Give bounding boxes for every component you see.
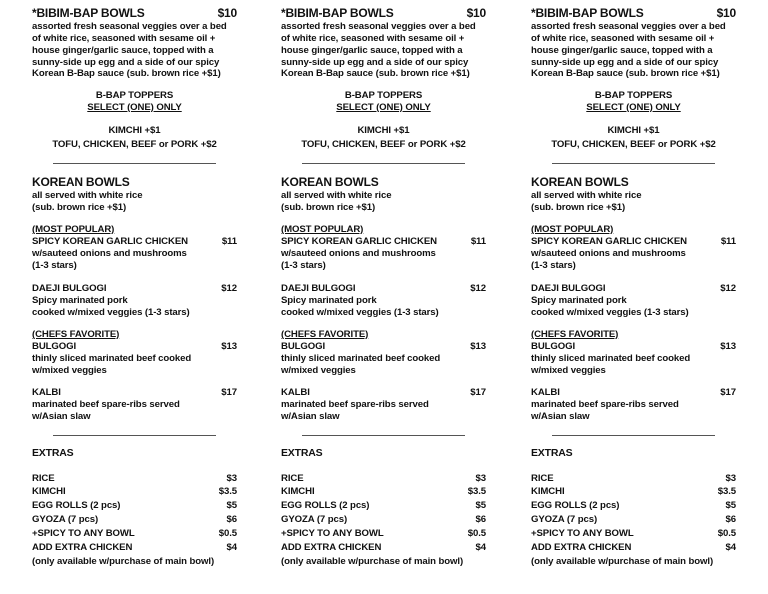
- menu-item-price: $13: [720, 341, 736, 352]
- menu-item-desc: w/Asian slaw: [281, 411, 340, 422]
- korean-bowls-title: KOREAN BOWLS: [531, 175, 629, 189]
- menu-item-price: $17: [720, 387, 736, 398]
- menu-item-desc: marinated beef spare-ribs served: [32, 399, 180, 410]
- divider: [302, 163, 465, 164]
- topper-item: TOFU, CHICKEN, BEEF or PORK +$2: [301, 139, 466, 150]
- menu-item-price: $13: [470, 341, 486, 352]
- item-tag: (CHEFS FAVORITE): [32, 329, 120, 340]
- menu-item-desc: Spicy marinated pork: [531, 295, 627, 306]
- extra-item: GYOZA (7 pcs) $6: [531, 514, 736, 525]
- menu-item-price: $17: [470, 387, 486, 398]
- extra-item: RICE $3: [531, 473, 736, 484]
- extra-item: RICE $3: [32, 473, 237, 484]
- divider: [552, 435, 715, 436]
- menu-column: [531, 0, 741, 594]
- topper-item: TOFU, CHICKEN, BEEF or PORK +$2: [551, 139, 716, 150]
- extras-note: (only available w/purchase of main bowl): [32, 556, 215, 567]
- bibimbap-desc-line: sunny-side up egg and a side of our spicy: [531, 57, 719, 68]
- extras-note: (only available w/purchase of main bowl): [281, 556, 464, 567]
- menu-item-desc: thinly sliced marinated beef cooked: [281, 353, 441, 364]
- item-tag: (CHEFS FAVORITE): [281, 329, 369, 340]
- menu-item-name: SPICY KOREAN GARLIC CHICKEN $11: [281, 236, 486, 247]
- bibimbap-title: *BIBIM-BAP BOWLS: [32, 6, 145, 20]
- menu-item-name: KALBI $17: [281, 387, 486, 398]
- extras-note: (only available w/purchase of main bowl): [531, 556, 714, 567]
- extra-item: EGG ROLLS (2 pcs) $5: [32, 500, 237, 511]
- bibimbap-desc-line: assorted fresh seasonal veggies over a bed: [32, 21, 227, 32]
- menu-item-desc: (1-3 stars): [281, 260, 326, 271]
- toppers-title: B-BAP TOPPERS: [594, 90, 673, 101]
- korean-bowls-note: all served with white rice: [531, 190, 642, 201]
- menu-item-desc: (1-3 stars): [531, 260, 576, 271]
- menu-item-desc: marinated beef spare-ribs served: [531, 399, 679, 410]
- extra-item: KIMCHI $3.5: [531, 486, 736, 497]
- bibimbap-desc-line: assorted fresh seasonal veggies over a bed: [281, 21, 476, 32]
- menu-column: [32, 0, 242, 594]
- topper-item: KIMCHI +$1: [108, 125, 161, 136]
- extra-item: +SPICY TO ANY BOWL $0.5: [32, 528, 237, 539]
- bibimbap-desc-line: of white rice, seasoned with sesame oil +: [281, 33, 465, 44]
- bibimbap-price: $10: [217, 6, 237, 20]
- extras-title: EXTRAS: [281, 447, 323, 459]
- bibimbap-title: *BIBIM-BAP BOWLS: [281, 6, 394, 20]
- bibimbap-desc-line: house ginger/garlic sauce, topped with a: [32, 45, 214, 56]
- divider: [53, 435, 216, 436]
- menu-item-desc: (1-3 stars): [32, 260, 77, 271]
- menu-item-desc: Spicy marinated pork: [281, 295, 377, 306]
- topper-item: TOFU, CHICKEN, BEEF or PORK +$2: [52, 139, 217, 150]
- extra-item: GYOZA (7 pcs) $6: [281, 514, 486, 525]
- bibimbap-desc-line: assorted fresh seasonal veggies over a bed: [531, 21, 726, 32]
- bibimbap-heading: [32, 7, 237, 19]
- divider: [302, 435, 465, 436]
- divider: [53, 163, 216, 164]
- bibimbap-desc-line: Korean B-Bap sauce (sub. brown rice +$1): [281, 68, 470, 79]
- topper-item: KIMCHI +$1: [607, 125, 660, 136]
- topper-item: KIMCHI +$1: [357, 125, 410, 136]
- menu-item-name: BULGOGI $13: [531, 341, 736, 352]
- toppers-title: B-BAP TOPPERS: [95, 90, 174, 101]
- extra-item: EGG ROLLS (2 pcs) $5: [281, 500, 486, 511]
- menu-column: [281, 0, 491, 594]
- item-tag: (MOST POPULAR): [281, 224, 364, 235]
- menu-item-desc: cooked w/mixed veggies (1-3 stars): [281, 307, 439, 318]
- extras-title: EXTRAS: [531, 447, 573, 459]
- bibimbap-heading: [281, 7, 486, 19]
- menu-item-name: DAEJI BULGOGI $12: [32, 283, 237, 294]
- menu-item-desc: Spicy marinated pork: [32, 295, 128, 306]
- menu-item-price: $12: [720, 283, 736, 294]
- bibimbap-heading: [531, 7, 736, 19]
- bibimbap-price: $10: [716, 6, 736, 20]
- menu-item-desc: cooked w/mixed veggies (1-3 stars): [32, 307, 190, 318]
- menu-item-desc: w/sauteed onions and mushrooms: [531, 248, 686, 259]
- menu-item-price: $12: [221, 283, 237, 294]
- extra-item: GYOZA (7 pcs) $6: [32, 514, 237, 525]
- menu-item-desc: w/sauteed onions and mushrooms: [32, 248, 187, 259]
- extra-item: +SPICY TO ANY BOWL $0.5: [531, 528, 736, 539]
- menu-item-desc: w/mixed veggies: [531, 365, 606, 376]
- toppers-note: SELECT (ONE) ONLY: [336, 102, 431, 113]
- item-tag: (MOST POPULAR): [32, 224, 115, 235]
- korean-bowls-title: KOREAN BOWLS: [281, 175, 379, 189]
- menu-item-name: DAEJI BULGOGI $12: [281, 283, 486, 294]
- toppers-note: SELECT (ONE) ONLY: [586, 102, 681, 113]
- menu-item-desc: thinly sliced marinated beef cooked: [531, 353, 691, 364]
- item-tag: (CHEFS FAVORITE): [531, 329, 619, 340]
- toppers-title: B-BAP TOPPERS: [344, 90, 423, 101]
- extra-item: +SPICY TO ANY BOWL $0.5: [281, 528, 486, 539]
- extra-item: ADD EXTRA CHICKEN $4: [531, 542, 736, 553]
- extra-item: KIMCHI $3.5: [32, 486, 237, 497]
- menu-item-desc: w/mixed veggies: [32, 365, 107, 376]
- menu-item-name: KALBI $17: [32, 387, 237, 398]
- extra-item: RICE $3: [281, 473, 486, 484]
- menu-item-name: SPICY KOREAN GARLIC CHICKEN $11: [531, 236, 736, 247]
- bibimbap-desc-line: house ginger/garlic sauce, topped with a: [281, 45, 463, 56]
- menu-item-desc: w/sauteed onions and mushrooms: [281, 248, 436, 259]
- menu-item-price: $11: [470, 236, 486, 247]
- toppers-note: SELECT (ONE) ONLY: [87, 102, 182, 113]
- korean-bowls-note: all served with white rice: [281, 190, 392, 201]
- menu-item-price: $13: [221, 341, 237, 352]
- menu-item-name: BULGOGI $13: [32, 341, 237, 352]
- menu-item-name: KALBI $17: [531, 387, 736, 398]
- bibimbap-desc-line: of white rice, seasoned with sesame oil +: [531, 33, 715, 44]
- bibimbap-desc-line: Korean B-Bap sauce (sub. brown rice +$1): [32, 68, 221, 79]
- bibimbap-desc-line: sunny-side up egg and a side of our spicy: [32, 57, 220, 68]
- korean-bowls-note: (sub. brown rice +$1): [531, 202, 626, 213]
- extra-item: ADD EXTRA CHICKEN $4: [281, 542, 486, 553]
- menu-item-name: DAEJI BULGOGI $12: [531, 283, 736, 294]
- extra-item: EGG ROLLS (2 pcs) $5: [531, 500, 736, 511]
- menu-item-price: $17: [221, 387, 237, 398]
- menu-item-desc: marinated beef spare-ribs served: [281, 399, 429, 410]
- korean-bowls-note: all served with white rice: [32, 190, 143, 201]
- menu-item-price: $11: [221, 236, 237, 247]
- bibimbap-title: *BIBIM-BAP BOWLS: [531, 6, 644, 20]
- menu-item-name: BULGOGI $13: [281, 341, 486, 352]
- extra-item: KIMCHI $3.5: [281, 486, 486, 497]
- menu-item-desc: w/Asian slaw: [32, 411, 91, 422]
- menu-item-desc: thinly sliced marinated beef cooked: [32, 353, 192, 364]
- korean-bowls-title: KOREAN BOWLS: [32, 175, 130, 189]
- menu-item-price: $11: [720, 236, 736, 247]
- item-tag: (MOST POPULAR): [531, 224, 614, 235]
- bibimbap-desc-line: Korean B-Bap sauce (sub. brown rice +$1): [531, 68, 720, 79]
- menu-item-desc: w/mixed veggies: [281, 365, 356, 376]
- extra-item: ADD EXTRA CHICKEN $4: [32, 542, 237, 553]
- korean-bowls-note: (sub. brown rice +$1): [281, 202, 376, 213]
- bibimbap-desc-line: house ginger/garlic sauce, topped with a: [531, 45, 713, 56]
- korean-bowls-note: (sub. brown rice +$1): [32, 202, 127, 213]
- menu-item-desc: cooked w/mixed veggies (1-3 stars): [531, 307, 689, 318]
- menu-item-name: SPICY KOREAN GARLIC CHICKEN $11: [32, 236, 237, 247]
- extras-title: EXTRAS: [32, 447, 74, 459]
- bibimbap-desc-line: sunny-side up egg and a side of our spicy: [281, 57, 469, 68]
- menu-item-price: $12: [470, 283, 486, 294]
- divider: [552, 163, 715, 164]
- bibimbap-desc-line: of white rice, seasoned with sesame oil +: [32, 33, 216, 44]
- menu-item-desc: w/Asian slaw: [531, 411, 590, 422]
- bibimbap-price: $10: [466, 6, 486, 20]
